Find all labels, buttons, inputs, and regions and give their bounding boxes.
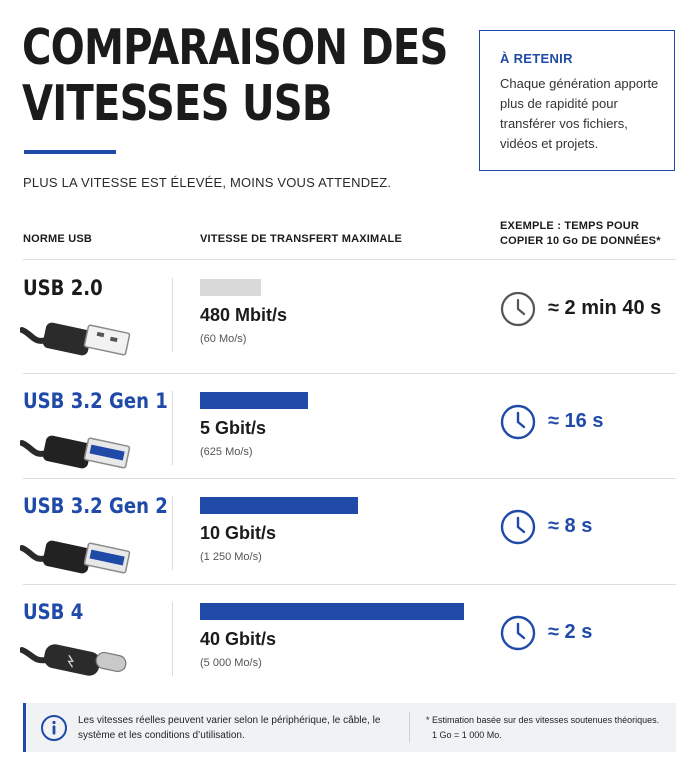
clock-icon bbox=[499, 403, 537, 441]
table-row bbox=[0, 373, 699, 478]
footer-disclaimer: Les vitesses réelles peuvent varier selon le périphérique, le câble, le système et les conditions d’utilisation. bbox=[78, 715, 381, 741]
speed-bar-track bbox=[200, 279, 464, 296]
speed-bar-track bbox=[200, 392, 464, 409]
clock-icon bbox=[499, 290, 537, 328]
column-header-norme: NORME USB bbox=[23, 233, 93, 245]
usb-standard-name: USB 4 bbox=[23, 600, 84, 624]
usb-standard-name: USB 3.2 Gen 1 bbox=[23, 389, 168, 413]
speed-bar bbox=[200, 279, 261, 296]
speed-bar bbox=[200, 392, 308, 409]
column-header-exemple-line1: EXEMPLE : TEMPS POUR bbox=[500, 220, 640, 232]
copy-time: ≈ 2 s bbox=[548, 621, 593, 643]
transfer-speed: 5 Gbit/s bbox=[200, 418, 267, 438]
title-underline bbox=[24, 150, 116, 154]
usb-a-white-connector-icon bbox=[20, 300, 140, 358]
retenir-body: Chaque génération apporte plus de rapidité pour transférer vos fichiers, vidéos et projets. bbox=[500, 76, 659, 151]
transfer-speed-mo: (1 250 Mo/s) bbox=[200, 551, 262, 563]
row-separator bbox=[172, 278, 173, 352]
copy-time: ≈ 2 min 40 s bbox=[548, 297, 662, 319]
footer-note-box bbox=[23, 703, 676, 752]
row-separator bbox=[172, 391, 173, 465]
info-icon bbox=[40, 714, 68, 742]
footer-estimation-line1: * Estimation basée sur des vitesses soutenues théoriques. bbox=[426, 715, 660, 725]
page-title bbox=[22, 19, 448, 132]
copy-time: ≈ 8 s bbox=[548, 515, 593, 537]
usb-standard-name: USB 2.0 bbox=[23, 276, 103, 300]
transfer-speed: 40 Gbit/s bbox=[200, 629, 277, 649]
usb-standard-name: USB 3.2 Gen 2 bbox=[23, 494, 168, 518]
clock-icon bbox=[499, 614, 537, 652]
title-line-2: VITESSES USB bbox=[22, 75, 332, 132]
column-header-exemple-line2: COPIER 10 Go DE DONNÉES* bbox=[500, 235, 661, 247]
row-separator bbox=[172, 602, 173, 676]
table-row bbox=[0, 584, 699, 689]
retenir-title: À RETENIR bbox=[500, 51, 573, 66]
copy-time: ≈ 16 s bbox=[548, 410, 604, 432]
clock-icon bbox=[499, 508, 537, 546]
title-line-1: COMPARAISON DES bbox=[22, 19, 448, 76]
transfer-speed-mo: (5 000 Mo/s) bbox=[200, 657, 262, 669]
column-header-exemple bbox=[500, 219, 680, 249]
table-row bbox=[0, 260, 699, 365]
usb-a-blue-connector-icon bbox=[20, 413, 140, 471]
transfer-speed: 10 Gbit/s bbox=[200, 523, 277, 543]
footer-estimation-line2: 1 Go = 1 000 Mo. bbox=[432, 730, 502, 740]
column-header-vitesse: VITESSE DE TRANSFERT MAXIMALE bbox=[200, 233, 402, 245]
speed-bar-track bbox=[200, 497, 464, 514]
speed-bar-track bbox=[200, 603, 464, 620]
speed-bar bbox=[200, 497, 358, 514]
usb-c-connector-icon bbox=[20, 624, 140, 682]
footer-estimation bbox=[426, 713, 676, 743]
page-subtitle: PLUS LA VITESSE EST ÉLEVÉE, MOINS VOUS ATTENDEZ. bbox=[23, 175, 392, 190]
row-separator bbox=[172, 496, 173, 570]
transfer-speed-mo: (625 Mo/s) bbox=[200, 446, 253, 458]
transfer-speed-mo: (60 Mo/s) bbox=[200, 333, 247, 345]
retenir-box bbox=[479, 30, 675, 171]
usb-a-blue-connector-icon bbox=[20, 518, 140, 576]
table-row bbox=[0, 478, 699, 583]
speed-bar bbox=[200, 603, 464, 620]
transfer-speed: 480 Mbit/s bbox=[200, 305, 288, 325]
footer-separator bbox=[409, 712, 410, 743]
